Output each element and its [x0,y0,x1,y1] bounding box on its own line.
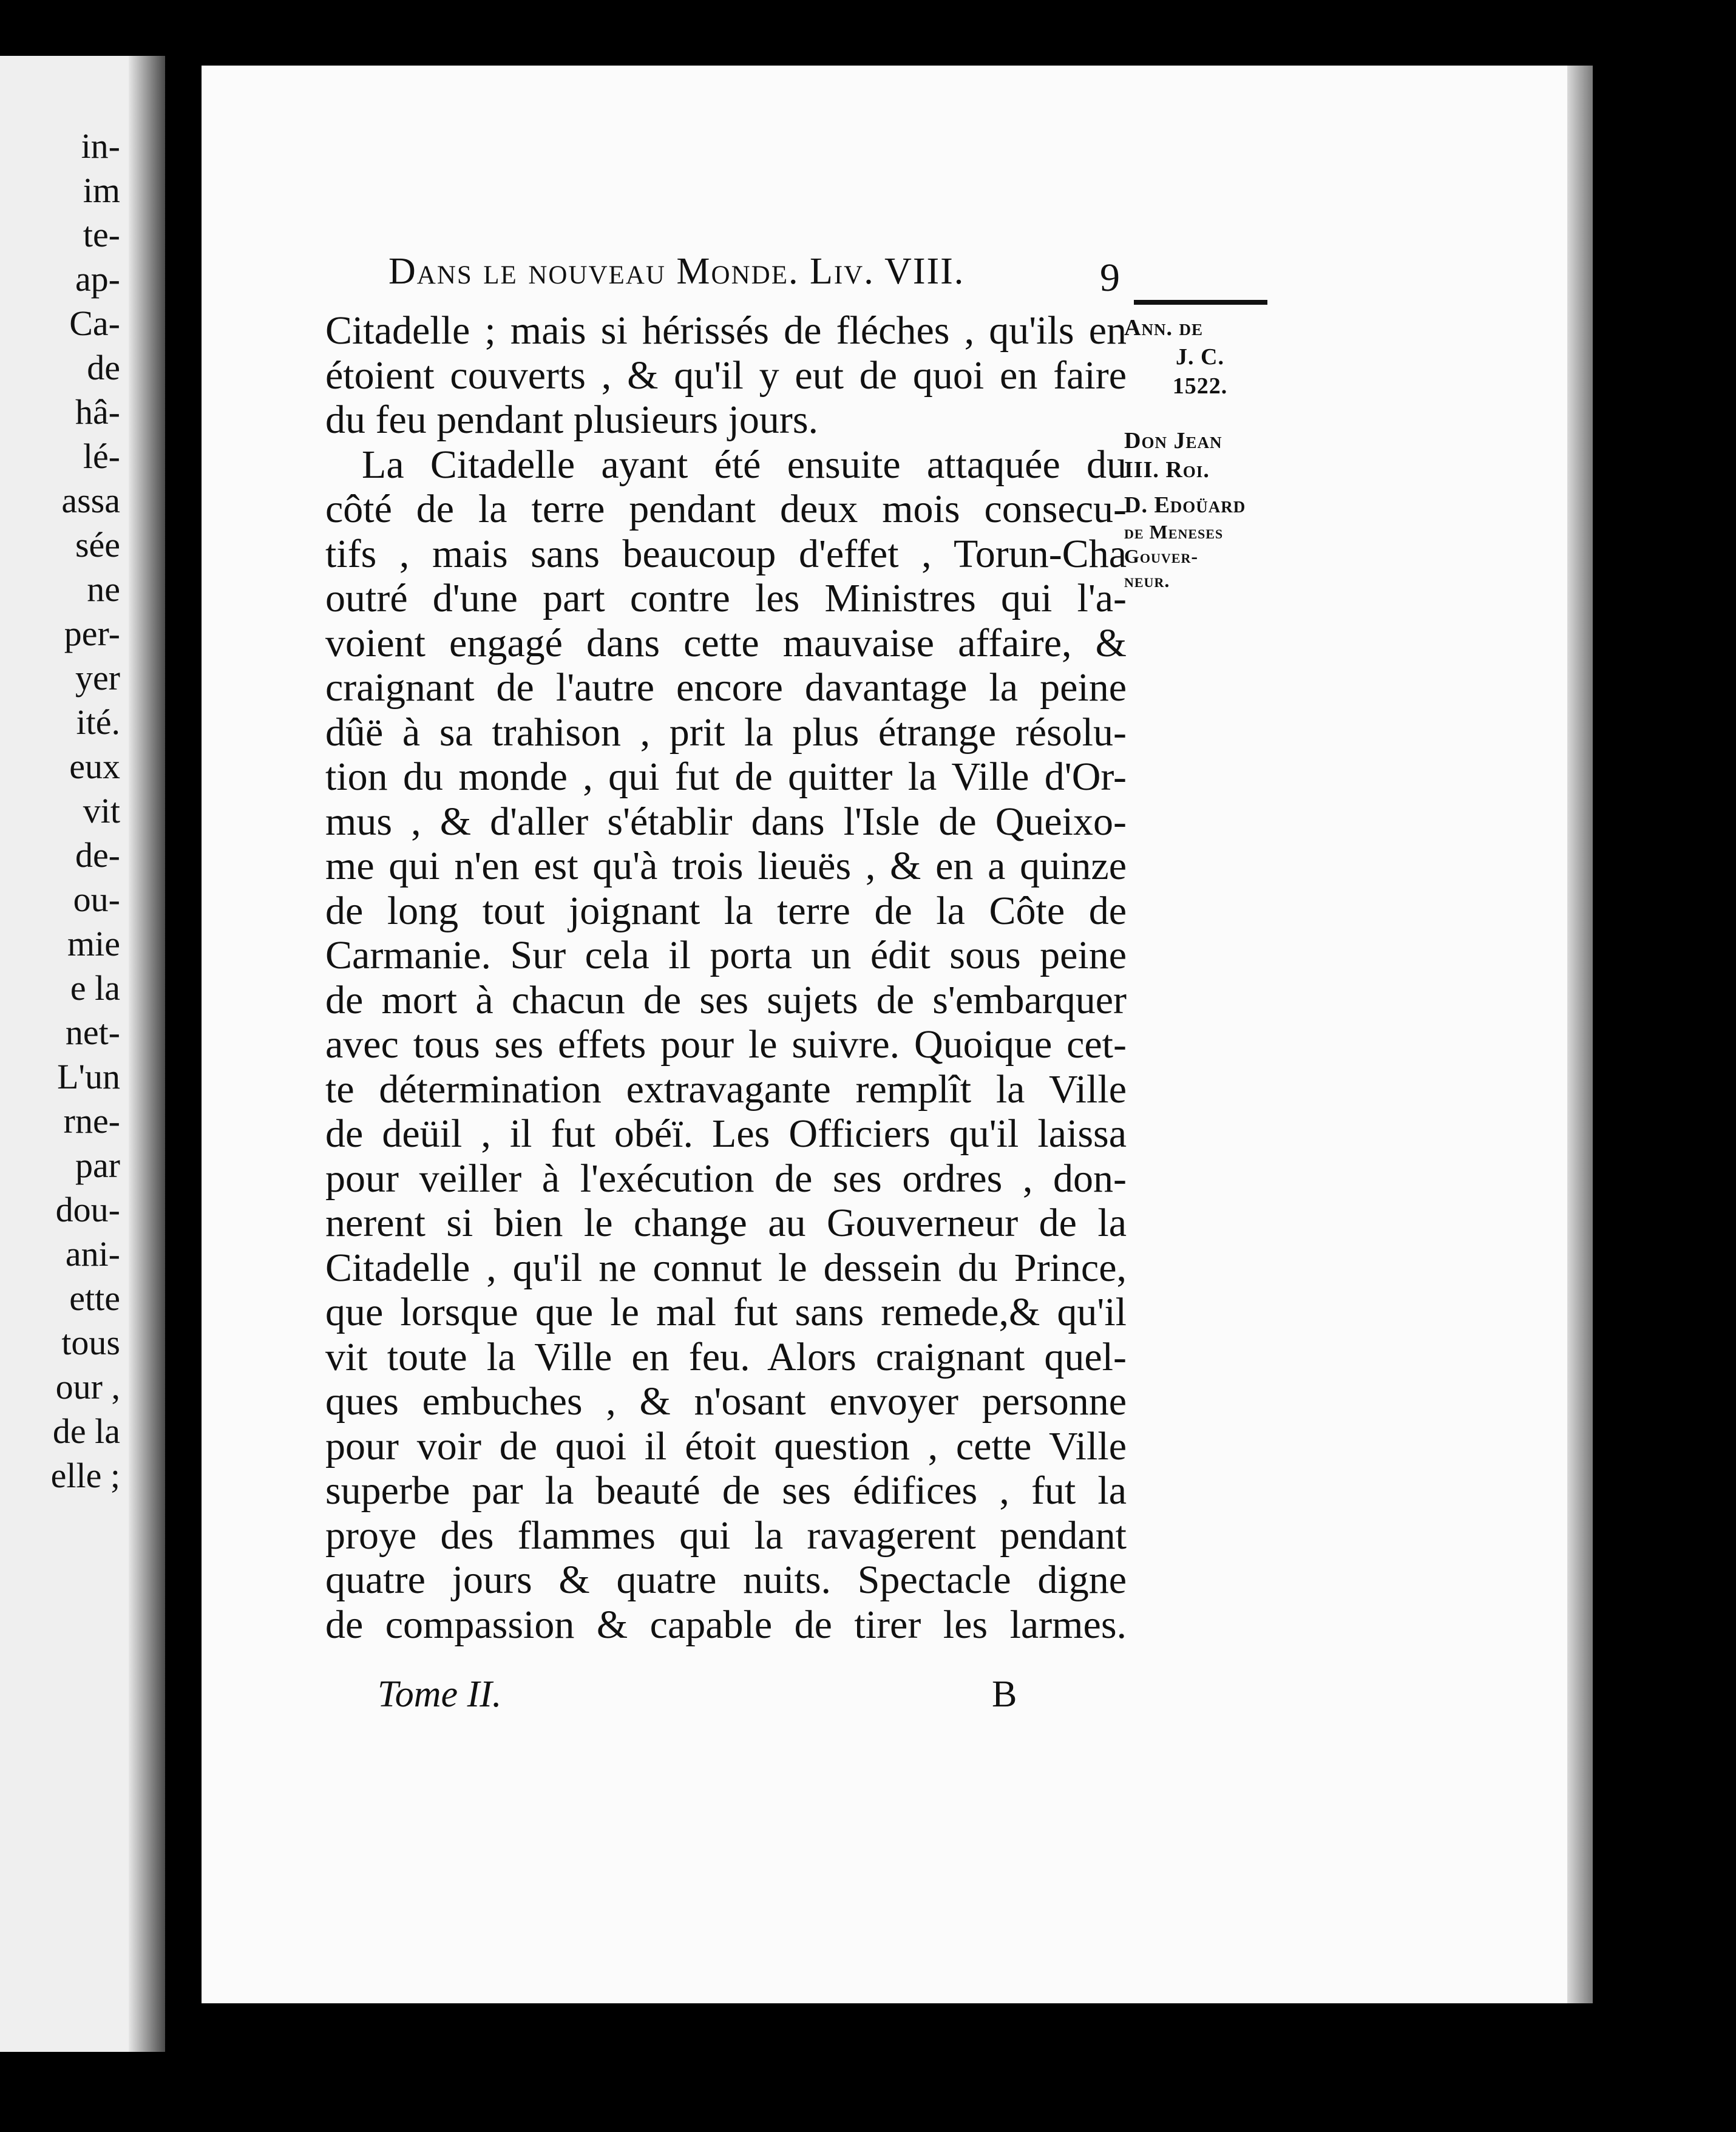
facing-line: de la [52,1411,120,1451]
text-line: vit toute la Ville en feu. Alors craignant quel- [325,1334,1127,1379]
text-line: pour voir de quoi il étoit question , cette Ville [325,1424,1127,1468]
facing-line: par [75,1146,120,1185]
text-line: me qui n'en est qu'à trois lieuës , & en a quinze [325,844,1127,888]
facing-line: in- [81,126,120,166]
page-edge-shadow [1567,66,1593,2003]
gathering-signature: B [992,1674,1017,1715]
text-line: de mort à chacun de ses sujets de s'embarquer [325,977,1127,1022]
text-line: que lorsque que le mal fut sans remede,& qu'il [325,1290,1127,1334]
facing-line: our , [55,1367,120,1407]
facing-line: ité. [76,702,120,742]
text-line: Carmanie. Sur cela il porta un édit sous peine [325,933,1127,977]
text-line: superbe par la beauté de ses édifices , fut la [325,1468,1127,1513]
margin-note-era: J. C. [1176,344,1224,370]
facing-line: ou- [73,880,120,919]
text-line: tion du monde , qui fut de quitter la Ville d'Or- [325,755,1127,799]
text-line: quatre jours & quatre nuits. Spectacle digne [325,1558,1127,1602]
text-line: outré d'une part contre les Ministres qui l'a- [325,576,1127,620]
margin-note-year: 1522. [1172,373,1228,399]
facing-line: assa [61,481,120,520]
text-line: La Citadelle ayant été ensuite attaquée du [362,442,1127,487]
margin-note-governor-name: de Meneses [1124,521,1224,543]
text-line: dûë à sa trahison , prit la plus étrange résolu- [325,710,1127,755]
text-line: de deüil , il fut obéï. Les Officiers qu'il laissa [325,1112,1127,1156]
facing-line: L'un [57,1057,120,1096]
text-line: te détermination extravagante remplît la Ville [325,1067,1127,1112]
facing-line: e la [70,968,120,1008]
facing-line: ne [87,569,120,609]
facing-line: elle ; [50,1456,120,1495]
page-fold-shadow [129,56,165,2052]
margin-note-year-label: Ann. de [1124,315,1203,341]
facing-line: lé- [83,436,120,476]
text-line: étoient couverts , & qu'il y eut de quoi en faire [325,353,1127,398]
text-line: Citadelle ; mais si hérissés de fléches , qu'ils en [325,308,1127,353]
margin-note-governor-title: Gouver- [1124,545,1198,567]
text-line: pour veiller à l'exécution de ses ordres , don- [325,1156,1127,1201]
text-line: de compassion & capable de tirer les larmes. [325,1602,1127,1647]
running-header: Dans le nouveau Monde. Liv. VIII. [388,251,965,292]
facing-line: de- [75,835,120,875]
text-line: nerent si bien le change au Gouverneur de la [325,1201,1127,1245]
volume-signature: Tome II. [378,1674,502,1715]
facing-line: vit [83,791,120,830]
margin-note-governor: D. Edoüard [1124,492,1246,518]
facing-line: te- [83,215,120,254]
facing-line: rne- [63,1101,120,1141]
text-line: ques embuches , & n'osant envoyer personne [325,1379,1127,1424]
book-page [202,66,1567,2003]
facing-page [0,56,165,2052]
margin-note-king: Don Jean [1124,428,1222,453]
facing-line: hâ- [75,392,120,432]
facing-line: ap- [75,259,120,299]
facing-line: net- [65,1013,120,1052]
text-line: avec tous ses effets pour le suivre. Quoique cet- [325,1022,1127,1067]
text-line: proye des flammes qui la ravagerent pendant [325,1513,1127,1558]
text-line: craignant de l'autre encore davantage la peine [325,665,1127,710]
facing-line: Ca- [69,304,120,343]
facing-line: dou- [55,1190,120,1229]
margin-note-governor-title-end: neur. [1124,569,1170,591]
facing-line: mie [67,924,120,963]
text-line: tifs , mais sans beaucoup d'effet , Torun-Cha [325,531,1127,576]
facing-line: per- [64,614,120,653]
facing-line: yer [75,658,120,698]
text-line: Citadelle , qu'il ne connut le dessein du Prince, [325,1245,1127,1290]
text-line: voient engagé dans cette mauvaise affaire, & [325,620,1127,665]
margin-rule [1134,300,1267,305]
facing-line: de [87,348,120,387]
page-number: 9 [1100,256,1120,300]
facing-line: eux [69,747,120,786]
text-line: côté de la terre pendant deux mois consecu- [325,487,1127,531]
facing-line: ette [69,1278,120,1318]
text-line: de long tout joignant la terre de la Côte de [325,888,1127,933]
margin-notes [1124,313,1276,592]
text-line: mus , & d'aller s'établir dans l'Isle de Queixo- [325,799,1127,844]
text-line: du feu pendant plusieurs jours. [325,398,819,442]
facing-line: sée [75,525,120,565]
body-text [325,308,1127,1647]
facing-line: im [83,171,120,210]
facing-line: ani- [65,1234,120,1274]
margin-note-king-title: III. Roi. [1124,457,1210,483]
facing-line: tous [61,1323,120,1362]
